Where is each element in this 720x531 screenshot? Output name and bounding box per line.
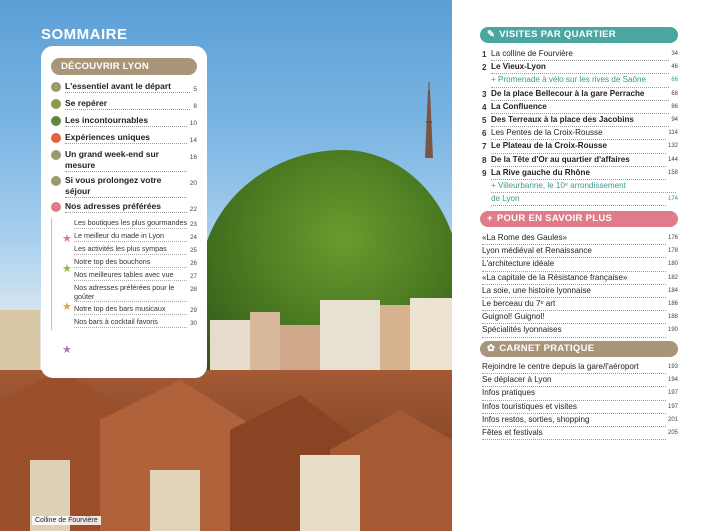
favorites-sublist	[51, 218, 197, 356]
toc-entry[interactable]	[482, 114, 678, 127]
entry-page: 66	[671, 77, 678, 84]
entry-page: 186	[667, 301, 678, 308]
section-header-carnet: ✿ CARNET PRATIQUE	[480, 341, 678, 357]
toc-item-label: Si vous prolongez votre séjour	[65, 175, 187, 198]
entry-label: Lyon médiéval et Renaissance	[482, 245, 666, 258]
toc-item[interactable]	[51, 115, 197, 129]
entry-page: 144	[667, 156, 678, 163]
entry-page: 46	[671, 64, 678, 71]
toc-subitem-label: Notre top des bars musicaux	[74, 304, 187, 315]
toc-subitem[interactable]	[74, 244, 197, 255]
toc-entry[interactable]	[482, 180, 678, 193]
section-pill: DÉCOUVRIR LYON	[51, 58, 197, 75]
toc-subitem-page: 28	[190, 286, 197, 293]
entry-label: de Lyon	[491, 193, 666, 206]
entry-label: Le berceau du 7ᵉ art	[482, 298, 666, 311]
toc-entry[interactable]	[482, 401, 678, 414]
entry-label: Des Terreaux à la place des Jacobins	[491, 114, 669, 127]
entry-page: 188	[667, 314, 678, 321]
toc-subitem-page: 26	[190, 260, 197, 267]
toc-entry[interactable]	[482, 427, 678, 440]
toc-item-page: 16	[189, 154, 197, 161]
entry-number: 9	[482, 168, 487, 178]
entry-label: + Promenade à vélo sur les rives de Saône	[491, 74, 669, 87]
toc-subitem[interactable]	[74, 231, 197, 242]
toc-item-label: Les incontournables	[65, 115, 187, 127]
toc-subitem[interactable]	[74, 317, 197, 328]
entry-label: Le Vieux-Lyon	[491, 61, 669, 74]
toc-entry[interactable]	[482, 140, 678, 153]
bullet-icon	[51, 116, 61, 126]
toc-subitem-label: Nos meilleures tables avec vue	[74, 270, 187, 281]
entry-label: L'architecture idéale	[482, 258, 666, 271]
entry-page: 180	[667, 261, 678, 268]
toc-subitem-label: Nos bars à cocktail favoris	[74, 317, 187, 328]
section-header-visites: ✎ VISITES PAR QUARTIER	[480, 27, 678, 43]
toc-item[interactable]	[51, 201, 197, 215]
entry-label: Infos pratiques	[482, 387, 666, 400]
toc-subitem-page: 23	[190, 221, 197, 228]
star-icons	[60, 218, 74, 356]
toc-subitem-page: 27	[190, 273, 197, 280]
toc-entry[interactable]	[482, 414, 678, 427]
toc-subitem-page: 24	[190, 234, 197, 241]
entry-page: 201	[667, 416, 678, 423]
toc-entry[interactable]	[482, 101, 678, 114]
bullet-icon	[51, 99, 61, 109]
toc-subitem-page: 29	[190, 307, 197, 314]
entry-page: 34	[671, 51, 678, 57]
bullet-icon	[51, 202, 61, 212]
visites-list	[482, 48, 678, 206]
star-icon: ★	[62, 344, 72, 356]
toc-entry[interactable]	[482, 61, 678, 74]
toc-subitem-page: 25	[190, 247, 197, 254]
entry-page: 194	[667, 377, 678, 384]
toc-subitem-label: Les boutiques les plus gourmandes	[74, 218, 188, 227]
star-icon: ★	[62, 233, 72, 245]
toc-subitem-label: Notre top des bouchons	[74, 257, 187, 268]
toc-subitem[interactable]	[74, 270, 197, 281]
entry-label: De la Tête d'Or au quartier d'affaires	[491, 154, 666, 167]
toc-entry[interactable]	[482, 374, 678, 387]
toc-entry[interactable]	[482, 74, 678, 87]
entry-label: Spécialités lyonnaises	[482, 324, 666, 337]
entry-label: Fêtes et festivals	[482, 427, 666, 440]
entry-page: 184	[667, 287, 678, 294]
toc-item[interactable]	[51, 149, 197, 172]
toc-item[interactable]	[51, 98, 197, 112]
entry-page: 176	[667, 235, 678, 241]
star-icon: ★	[62, 301, 72, 313]
entry-number: 8	[482, 155, 487, 165]
entry-number: 6	[482, 129, 487, 139]
entry-page: 132	[667, 143, 678, 150]
toc-subitem-label: Le meilleur du made in Lyon	[74, 231, 187, 242]
toc-item-page: 5	[193, 86, 197, 93]
entry-number: 7	[482, 142, 487, 152]
toc-entry[interactable]	[482, 127, 678, 140]
toc-subitem[interactable]	[74, 304, 197, 315]
toc-item-page: 8	[193, 103, 197, 110]
toc-entry[interactable]	[482, 361, 678, 374]
toc-entry[interactable]	[482, 193, 678, 206]
entry-page: 68	[671, 90, 678, 97]
toc-item[interactable]	[51, 81, 197, 95]
entry-page: 193	[667, 364, 678, 370]
entry-page: 182	[667, 274, 678, 281]
toc-entry[interactable]	[482, 311, 678, 324]
bullet-icon	[51, 82, 61, 92]
toc-item-label: Se repérer	[65, 98, 190, 110]
entry-page: 158	[667, 169, 678, 176]
toc-entry[interactable]	[482, 285, 678, 298]
toc-subitem[interactable]	[74, 283, 197, 302]
entry-number: 2	[482, 63, 487, 73]
entry-number: 1	[482, 50, 487, 59]
carnet-list	[482, 361, 678, 440]
toc-item-label: L'essentiel avant le départ	[65, 81, 190, 93]
section-header-savoir: + POUR EN SAVOIR PLUS	[480, 211, 678, 227]
entry-label: La Confluence	[491, 101, 669, 114]
toc-entry[interactable]	[482, 88, 678, 101]
toc-entry[interactable]	[482, 154, 678, 167]
entry-label: + Villeurbanne, le 10ᵉ arrondissement	[491, 180, 676, 193]
entry-page: 114	[668, 130, 678, 137]
toc-entry[interactable]	[482, 324, 678, 337]
gear-icon: ✿	[487, 343, 496, 354]
toc-entry[interactable]	[482, 48, 678, 61]
savoir-list	[482, 232, 678, 338]
entry-label: Infos touristiques et visites	[482, 401, 666, 414]
toc-subitem-label: Les activités les plus sympas	[74, 244, 187, 255]
entry-label: La Rive gauche du Rhône	[491, 167, 666, 180]
entry-label: Se déplacer à Lyon	[482, 374, 666, 387]
plus-icon: +	[487, 213, 493, 224]
toc-entry[interactable]	[482, 272, 678, 285]
photo-caption: Colline de Fourvière	[32, 516, 101, 525]
entry-label: La soie, une histoire lyonnaise	[482, 285, 666, 298]
star-icon: ★	[62, 263, 72, 275]
toc-subitem-label: Nos adresses préférées pour le goûter	[74, 283, 187, 302]
toc-entry[interactable]	[482, 245, 678, 258]
toc-entry[interactable]	[482, 167, 678, 180]
entry-label: «La Rome des Gaules»	[482, 232, 666, 245]
entry-page: 174	[667, 196, 678, 203]
entry-label: Les Pentes de la Croix-Rousse	[491, 127, 666, 140]
rooftops-detail	[0, 360, 452, 531]
toc-item[interactable]	[51, 175, 197, 198]
entry-page: 178	[667, 248, 678, 255]
toc-item[interactable]	[51, 132, 197, 146]
toc-item-label: Un grand week-end sur mesure	[65, 149, 187, 172]
wrench-icon: ✎	[487, 29, 496, 40]
toc-item-page: 14	[189, 137, 197, 144]
toc-subitem[interactable]	[74, 257, 197, 268]
entry-label: «La capitale de la Résistance française»	[482, 272, 666, 285]
entry-label: Infos restos, sorties, shopping	[482, 414, 666, 427]
entry-number: 4	[482, 102, 487, 112]
entry-label: Rejoindre le centre depuis la gare/l'aéroport	[482, 361, 666, 374]
entry-label: Le Plateau de la Croix-Rousse	[491, 140, 666, 153]
entry-label: Guignol! Guignol!	[482, 311, 666, 324]
entry-page: 190	[667, 327, 678, 334]
entry-page: 86	[671, 103, 678, 110]
toc-subitem-page: 30	[190, 320, 197, 327]
toc-item-page: 10	[189, 120, 197, 127]
toc-subitem[interactable]	[74, 218, 197, 229]
toc-card	[41, 46, 207, 378]
entry-page: 205	[667, 430, 678, 437]
toc-entry[interactable]	[482, 258, 678, 271]
entry-label: De la place Bellecour à la gare Perrache	[491, 88, 669, 101]
page-title: SOMMAIRE	[41, 26, 128, 43]
entry-number: 3	[482, 89, 487, 99]
entry-page: 94	[671, 117, 678, 124]
tower-icon	[424, 82, 434, 158]
bullet-icon	[51, 150, 61, 160]
bullet-icon	[51, 133, 61, 143]
bullet-icon	[51, 176, 61, 186]
entry-label: La colline de Fourvière	[491, 48, 669, 61]
toc-entry[interactable]	[482, 298, 678, 311]
toc-item-page: 20	[189, 180, 197, 187]
entry-number: 5	[482, 116, 487, 126]
toc-entry[interactable]	[482, 387, 678, 400]
toc-entry[interactable]	[482, 232, 678, 245]
toc-item-label: Expériences uniques	[65, 132, 187, 144]
entry-page: 197	[667, 403, 678, 410]
entry-page: 197	[667, 390, 678, 397]
toc-item-label: Nos adresses préférées	[65, 201, 187, 213]
toc-item-page: 22	[189, 206, 197, 213]
